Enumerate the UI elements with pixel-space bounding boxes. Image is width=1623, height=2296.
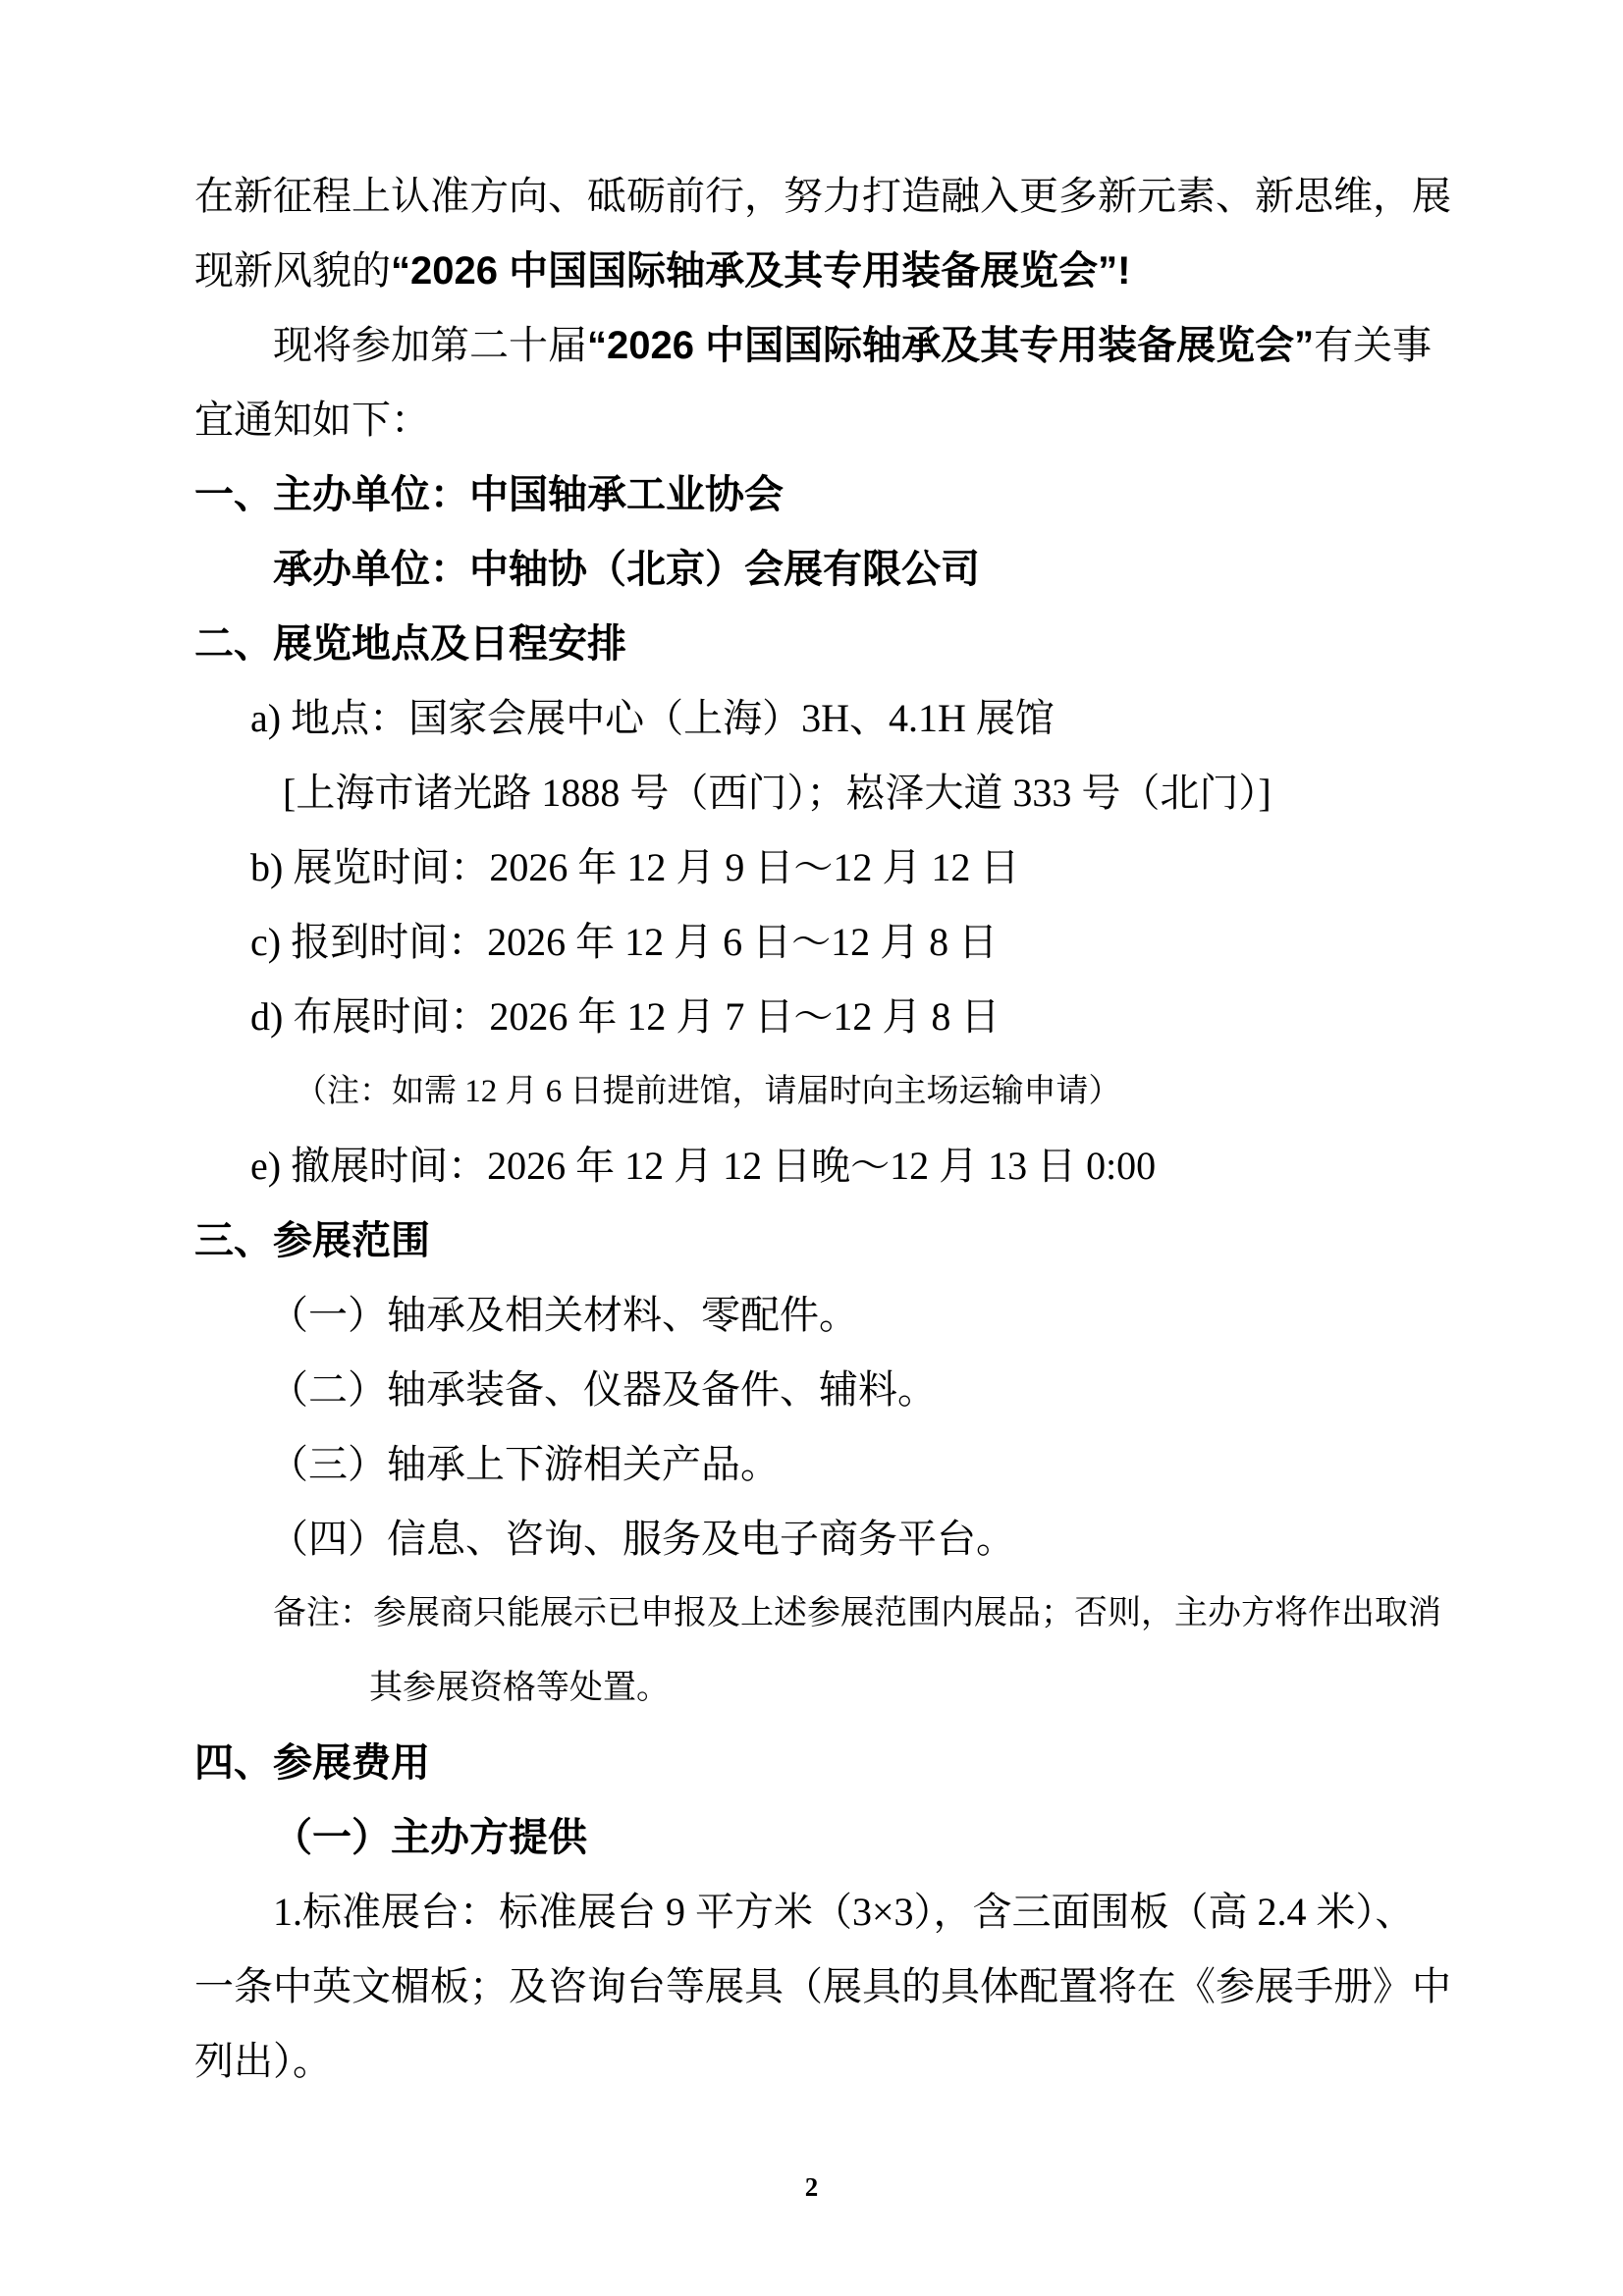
text-segment: 其参展资格等处置。 [369,1670,670,1706]
organizer-subheading [194,532,1439,607]
text-segment: （注：如需 12 月 6 日提前进馆，请届时向主场运输申请） [295,1074,1121,1109]
para-continued-line-2 [194,234,1439,308]
text-segment: （二）轴承装备、仪器及备件、辅料。 [269,1367,937,1412]
item-a-location [194,681,1439,756]
item-a-address [194,756,1439,830]
para-continued-line-1 [194,159,1451,234]
text-segment: 1.标准展台：标准展台 9 平方米（3×3），含三面围板（高 2.4 米）、 [273,1890,1415,1934]
section-1-heading [194,457,1439,532]
text-segment: d) 布展时间：2026 年 12 月 7 日～12 月 8 日 [250,994,1001,1039]
item-d-setup-time [194,980,1439,1054]
bold-text-segment: 承办单位：中轴协（北京）会展有限公司 [273,548,980,591]
scope-item-4 [194,1502,1439,1576]
bold-text-segment: “2026 中国国际轴承及其专用装备展览会”! [391,249,1131,293]
text-segment: 列出）。 [194,2039,332,2083]
text-segment: a) 地点：国家会展中心（上海）3H、4.1H 展馆 [250,696,1055,740]
text-segment: 现新风貌的 [194,248,391,293]
page-number: 2 [804,2172,819,2202]
scope-item-1 [194,1278,1439,1353]
text-segment: （四）信息、咨询、服务及电子商务平台。 [269,1517,1015,1561]
notice-para-line-1 [194,308,1439,383]
section-4-heading [194,1726,1439,1800]
scope-remark-line-2 [194,1651,1439,1726]
section-2-heading [194,607,1439,681]
fee-para-line-2 [194,1949,1451,2024]
notice-para-line-2 [194,383,1439,457]
text-segment: （三）轴承上下游相关产品。 [269,1442,780,1486]
text-segment: （一）轴承及相关材料、零配件。 [269,1293,858,1337]
fee-para-line-1 [194,1875,1439,1949]
document-body [194,159,1451,2099]
scope-item-2 [194,1353,1439,1427]
item-c-checkin-time [194,905,1439,980]
text-segment: [上海市诸光路 1888 号（西门）；崧泽大道 333 号（北门）] [283,771,1271,815]
item-b-exhibition-time [194,830,1439,905]
bold-text-segment: 一、主办单位：中国轴承工业协会 [194,473,784,516]
item-e-teardown-time [194,1129,1439,1203]
text-segment: 备注：参展商只能展示已申报及上述参展范围内展品；否则，主办方将作出取消 [273,1595,1441,1631]
text-segment: b) 展览时间：2026 年 12 月 9 日～12 月 12 日 [250,845,1020,889]
text-segment: 宜通知如下： [194,398,430,442]
fee-subheading-1 [194,1800,1439,1875]
text-segment: 现将参加第二十届 [273,323,587,367]
text-segment: 有关事 [1314,323,1433,367]
fee-para-line-3 [194,2024,1439,2099]
text-segment: c) 报到时间：2026 年 12 月 6 日～12 月 8 日 [250,920,999,964]
bold-text-segment: “2026 中国国际轴承及其专用装备展览会” [587,324,1315,367]
scope-item-3 [194,1427,1439,1502]
scope-remark-line-1 [194,1576,1439,1651]
item-d-note [194,1054,1439,1129]
bold-text-segment: 四、参展费用 [194,1741,430,1785]
text-segment: 一条中英文楣板；及咨询台等展具（展具的具体配置将在《参展手册》中 [194,1964,1451,2008]
bold-text-segment: 三、参展范围 [194,1219,430,1262]
bold-text-segment: 二、展览地点及日程安排 [194,622,626,666]
bold-text-segment: （一）主办方提供 [273,1816,587,1859]
text-segment: 在新征程上认准方向、砥砺前行，努力打造融入更多新元素、新思维，展 [194,174,1451,218]
text-segment: e) 撤展时间：2026 年 12 月 12 日晚～12 月 13 日 0:00 [250,1144,1157,1188]
section-3-heading [194,1203,1439,1278]
